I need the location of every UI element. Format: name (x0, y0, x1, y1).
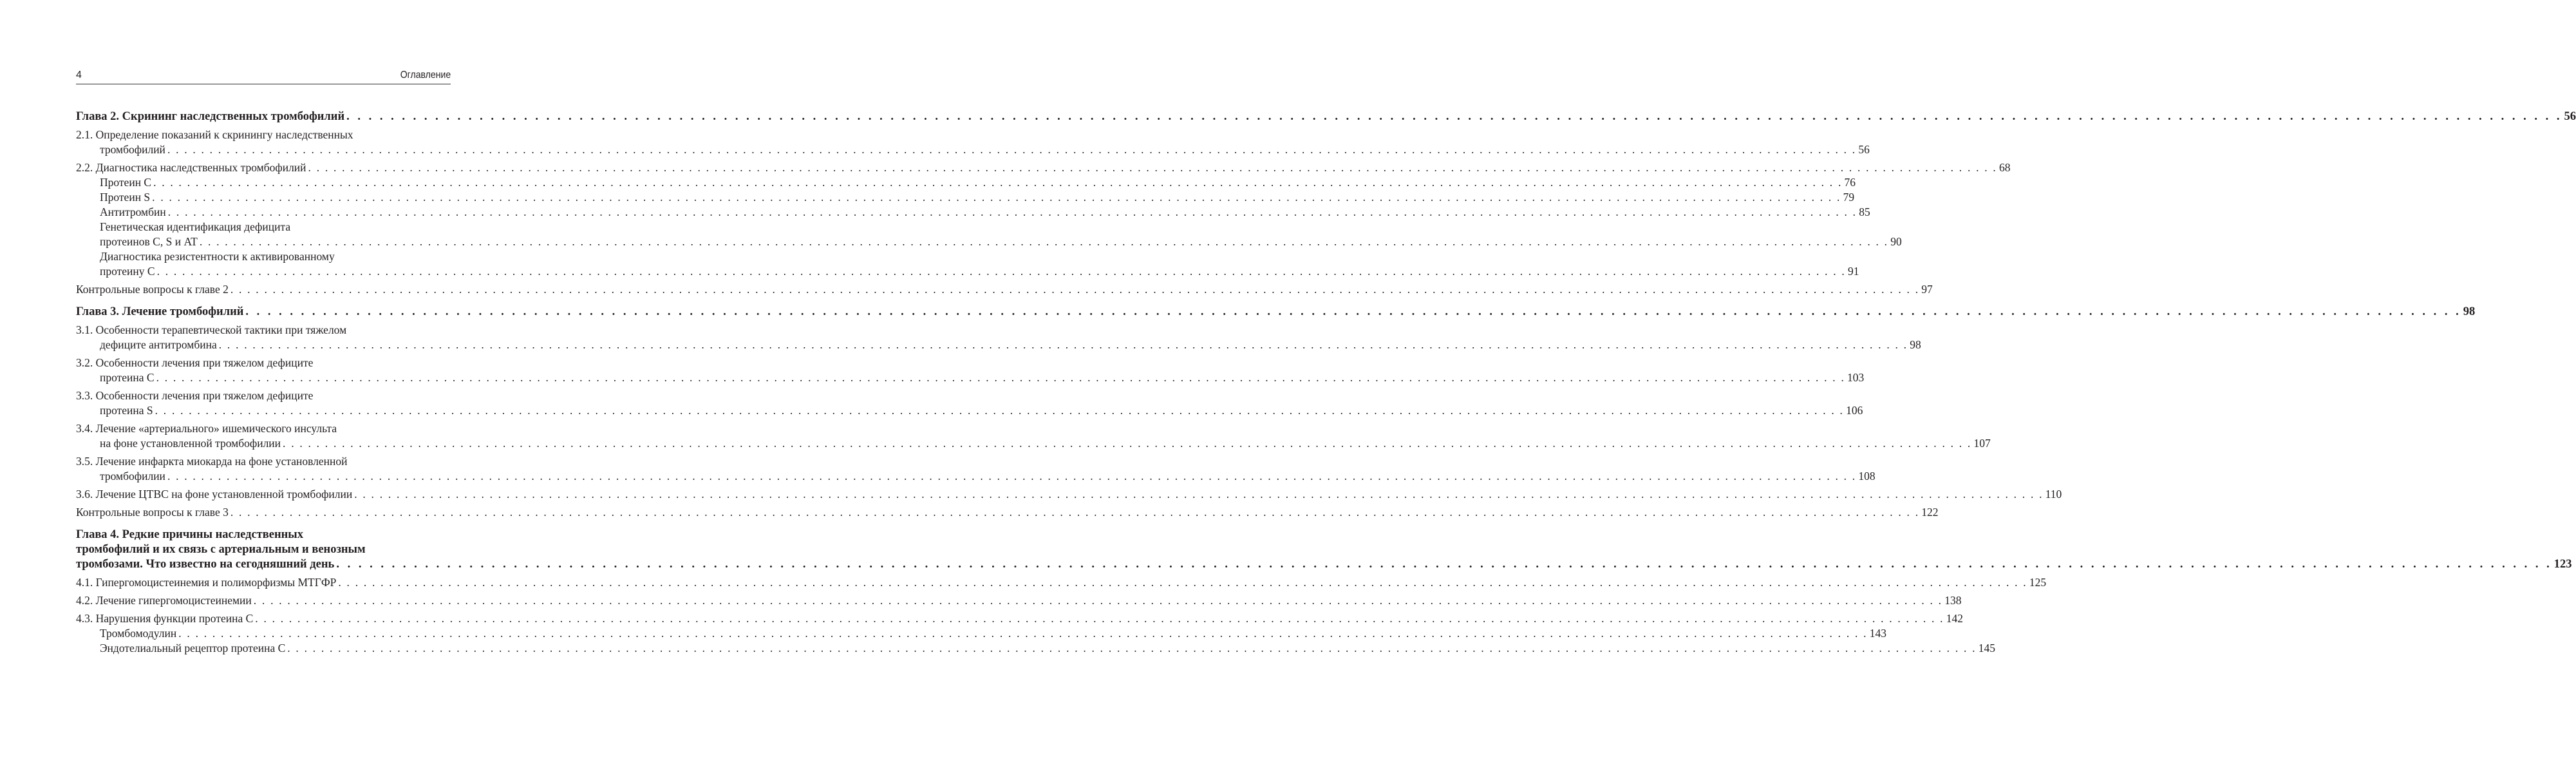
running-header (76, 67, 451, 84)
dot-leader: . . . . . . . . . . . . . . . . . . . . . . . . . . . . . . . . . . . . . . . . . . . . . . . . . . . . . . . . . . . . . . . . . . . . . . . . . . . . . . . . . . . . . . . . . . . . . . . . . . . . . . . . . . . . . . . . . . . . . . . . . . . . . . . . . . . . . . . . . . . . . . . . . . . . . . . . . . . . . . . . . . . . . . . . . . . . . . . . . . . . . . . . . . . . . . . . . . . . . . . . (152, 191, 1841, 204)
toc-section[interactable] (76, 505, 1939, 520)
toc-section[interactable] (76, 487, 2062, 502)
dot-leader: . . . . . . . . . . . . . . . . . . . . . . . . . . . . . . . . . . . . . . . . . . . . . . . . . . . . . . . . . . . . . . . . . . . . . . . . . . . . . . . . . . . . . . . . . . . . . . . . . . . . . . . . . . . . . . . . . . . . . . . . . . . . . . . . . . . . . . . . . . . . . . . . . . . . . . . . . . . . . . . . . . . . . . . . . . . . . . . . . . . . . . . . . . . . . . . . . . . . . . . . (230, 506, 1920, 519)
dot-leader: . . . . . . . . . . . . . . . . . . . . . . . . . . . . . . . . . . . . . . . . . . . . . . . . . . . . . . . . . . . . . . . . . . . . . . . . . . . . . . . . . . . . . . . . . . . . . . . . . . . . . . . . . . . . . . . . . . . . . . . . . . . . . . . . . . . . . . . . . . . . . . . . . . . . . . . . . . . . . . . . . . . . . . . . . . . . . . . . . . . . . . . . . . . . . . . . . . . . . . . . (245, 305, 2461, 318)
toc-page-number: 56 (1858, 143, 1870, 156)
toc-entry-title: Эндотелиальный рецептор протеина С (100, 642, 286, 654)
toc-entry-title: протеина С (100, 371, 155, 384)
toc-line (76, 370, 1865, 385)
toc-line (76, 128, 451, 142)
toc-line (76, 338, 1921, 352)
toc-line (76, 557, 2572, 572)
toc-line (100, 190, 1855, 205)
toc-subsection[interactable] (76, 175, 1856, 190)
toc-entry-title: Контрольные вопросы к главе 3 (76, 506, 229, 519)
toc-entry-title: Антитромбин (100, 205, 166, 218)
toc-entry-title: 3.2. Особенности лечения при тяжелом дефиците (76, 356, 314, 369)
toc-line (76, 528, 451, 542)
toc-entry-title: Тромбомодулин (100, 627, 177, 640)
dot-leader: . . . . . . . . . . . . . . . . . . . . . . . . . . . . . . . . . . . . . . . . . . . . . . . . . . . . . . . . . . . . . . . . . . . . . . . . . . . . . . . . . . . . . . . . . . . . . . . . . . . . . . . . . . . . . . . . . . . . . . . . . . . . . . . . . . . . . . . . . . . . . . . . . . . . . . . . . . . . . . . . . . . . . . . . . . . . . . . . . . . . . . . . . . . . . . . . . . . . . . . . (255, 612, 1944, 625)
toc-page-number: 98 (1910, 338, 1921, 351)
toc-line (76, 611, 1963, 626)
toc-entry-title: протеинов C, S и AT (100, 235, 198, 248)
toc-entry-title: 2.2. Диагностика наследственных тромбофилий (76, 161, 306, 174)
toc-page-number: 98 (2463, 305, 2476, 318)
toc-line (76, 160, 2011, 175)
toc-entry-title: 4.3. Нарушения функции протеина С (76, 612, 254, 625)
toc-page-number: 106 (1846, 404, 1863, 417)
dot-leader: . . . . . . . . . . . . . . . . . . . . . . . . . . . . . . . . . . . . . . . . . . . . . . . . . . . . . . . . . . . . . . . . . . . . . . . . . . . . . . . . . . . . . . . . . . . . . . . . . . . . . . . . . . . . . . . . . . . . . . . . . . . . . . . . . . . . . . . . . . . . . . . . . . . . . . . . . . . . . . . . . . . . . . . . . . . . . . . . . . . . . . . . . . . . . . . . . . . . . . . . (283, 437, 1972, 450)
toc-entry-title: Генетическая идентификация дефицита (100, 220, 291, 233)
toc-subsection[interactable] (76, 641, 1995, 656)
toc-entry-title: 4.2. Лечение гипергомоцистеинемии (76, 594, 252, 607)
toc-section[interactable] (76, 282, 1933, 297)
toc-page-number: 91 (1848, 265, 1859, 278)
toc-section[interactable] (76, 593, 1962, 608)
dot-leader: . . . . . . . . . . . . . . . . . . . . . . . . . . . . . . . . . . . . . . . . . . . . . . . . . . . . . . . . . . . . . . . . . . . . . . . . . . . . . . . . . . . . . . . . . . . . . . . . . . . . . . . . . . . . . . . . . . . . . . . . . . . . . . . . . . . . . . . . . . . . . . . . . . . . . . . . . . . . . . . . . . . . . . . . . . . . . . . . . . . . . . . . . . . . . . . . . . . . . . . . (338, 576, 2027, 589)
dot-leader: . . . . . . . . . . . . . . . . . . . . . . . . . . . . . . . . . . . . . . . . . . . . . . . . . . . . . . . . . . . . . . . . . . . . . . . . . . . . . . . . . . . . . . . . . . . . . . . . . . . . . . . . . . . . . . . . . . . . . . . . . . . . . . . . . . . . . . . . . . . . . . . . . . . . . . . . . . . . . . . . . . . . . . . . . . . . . . . . . . . . . . . . . . . . . . . . . . . . . . . . (167, 470, 1857, 482)
dot-leader: . . . . . . . . . . . . . . . . . . . . . . . . . . . . . . . . . . . . . . . . . . . . . . . . . . . . . . . . . . . . . . . . . . . . . . . . . . . . . . . . . . . . . . . . . . . . . . . . . . . . . . . . . . . . . . . . . . . . . . . . . . . . . . . . . . . . . . . . . . . . . . . . . . . . . . . . . . . . . . . . . . . . . . . . . . . . . . . . . . . . . . . . . . . . . . . . . . . . . . . . (287, 642, 1977, 654)
toc-entry-title: Глава 2. Скрининг наследственных тромбофилий (76, 110, 345, 123)
toc-entry-title: Глава 3. Лечение тромбофилий (76, 305, 244, 318)
toc-page-number: 79 (1843, 191, 1855, 204)
table-of-contents (76, 110, 2576, 656)
toc-line (76, 110, 2576, 124)
toc-chapter[interactable] (76, 305, 2476, 320)
toc-section[interactable] (76, 611, 1963, 626)
toc-line (76, 542, 451, 557)
toc-section[interactable] (76, 454, 1876, 484)
toc-entry-title: Глава 4. Редкие причины наследственных (76, 528, 303, 541)
toc-line (76, 469, 1876, 484)
toc-section[interactable] (76, 323, 1921, 352)
toc-entry-title: тромбофилий и их связь с артериальным и венозным (76, 543, 366, 556)
dot-leader: . . . . . . . . . . . . . . . . . . . . . . . . . . . . . . . . . . . . . . . . . . . . . . . . . . . . . . . . . . . . . . . . . . . . . . . . . . . . . . . . . . . . . . . . . . . . . . . . . . . . . . . . . . . . . . . . . . . . . . . . . . . . . . . . . . . . . . . . . . . . . . . . . . . . . . . . . . . . . . . . . . . . . . . . . . . . . . . . . . . . . . . . . . . . . . . . . . . . . . . . (308, 161, 1997, 174)
toc-entry-title: дефиците антитромбина (100, 338, 217, 351)
toc-line (100, 175, 1856, 190)
toc-page-number: 107 (1973, 437, 1991, 450)
dot-leader: . . . . . . . . . . . . . . . . . . . . . . . . . . . . . . . . . . . . . . . . . . . . . . . . . . . . . . . . . . . . . . . . . . . . . . . . . . . . . . . . . . . . . . . . . . . . . . . . . . . . . . . . . . . . . . . . . . . . . . . . . . . . . . . . . . . . . . . . . . . . . . . . . . . . . . . . . . . . . . . . . . . . . . . . . . . . . . . . . . . . . . . . . . . . . . . . . . . . . . . . (199, 235, 1889, 248)
toc-entry-title: тромбофилий (100, 143, 165, 156)
toc-line (76, 356, 451, 370)
toc-line (76, 305, 2476, 320)
toc-entry-title: на фоне установленной тромбофилии (100, 437, 281, 450)
toc-page-number: 138 (1944, 594, 1962, 607)
toc-section[interactable] (76, 421, 1991, 451)
toc-section[interactable] (76, 160, 2011, 175)
dot-leader: . . . . . . . . . . . . . . . . . . . . . . . . . . . . . . . . . . . . . . . . . . . . . . . . . . . . . . . . . . . . . . . . . . . . . . . . . . . . . . . . . . . . . . . . . . . . . . . . . . . . . . . . . . . . . . . . . . . . . . . . . . . . . . . . . . . . . . . . . . . . . . . . . . . . . . . . . . . . . . . . . . . . . . . . . . . . . . . . . . . . . . . . . . . . . . . . . . . . . . . . (346, 110, 2562, 123)
dot-leader: . . . . . . . . . . . . . . . . . . . . . . . . . . . . . . . . . . . . . . . . . . . . . . . . . . . . . . . . . . . . . . . . . . . . . . . . . . . . . . . . . . . . . . . . . . . . . . . . . . . . . . . . . . . . . . . . . . . . . . . . . . . . . . . . . . . . . . . . . . . . . . . . . . . . . . . . . . . . . . . . . . . . . . . . . . . . . . . . . . . . . . . . . . . . . . . . . . . . . . . . (167, 143, 1857, 156)
toc-line (76, 454, 451, 469)
toc-entry-title: Диагностика резистентности к активированному (100, 250, 335, 263)
toc-page-number: 122 (1921, 506, 1939, 519)
toc-page-number: 125 (2029, 576, 2047, 589)
dot-leader: . . . . . . . . . . . . . . . . . . . . . . . . . . . . . . . . . . . . . . . . . . . . . . . . . . . . . . . . . . . . . . . . . . . . . . . . . . . . . . . . . . . . . . . . . . . . . . . . . . . . . . . . . . . . . . . . . . . . . . . . . . . . . . . . . . . . . . . . . . . . . . . . . . . . . . . . . . . . . . . . . . . . . . . . . . . . . . . . . . . . . . . . . . . . . . . . . . . . . . . . (155, 404, 1845, 417)
toc-line (76, 436, 1991, 451)
dot-leader: . . . . . . . . . . . . . . . . . . . . . . . . . . . . . . . . . . . . . . . . . . . . . . . . . . . . . . . . . . . . . . . . . . . . . . . . . . . . . . . . . . . . . . . . . . . . . . . . . . . . . . . . . . . . . . . . . . . . . . . . . . . . . . . . . . . . . . . . . . . . . . . . . . . . . . . . . . . . . . . . . . . . . . . . . . . . . . . . . . . . . . . . . . . . . . . . . . . . . . . . (178, 627, 1868, 640)
toc-section[interactable] (76, 388, 1863, 418)
toc-line (76, 505, 1939, 520)
toc-line (100, 626, 1886, 641)
toc-subsection[interactable] (76, 205, 1870, 220)
toc-entry-title: Протеин S (100, 191, 151, 204)
toc-entry-title: протеина S (100, 404, 153, 417)
toc-page-number: 90 (1890, 235, 1902, 248)
dot-leader: . . . . . . . . . . . . . . . . . . . . . . . . . . . . . . . . . . . . . . . . . . . . . . . . . . . . . . . . . . . . . . . . . . . . . . . . . . . . . . . . . . . . . . . . . . . . . . . . . . . . . . . . . . . . . . . . . . . . . . . . . . . . . . . . . . . . . . . . . . . . . . . . . . . . . . . . . . . . . . . . . . . . . . . . . . . . . . . . . . . . . . . . . . . . . . . . . . . . . . . . (336, 558, 2552, 571)
toc-entry-title: 4.1. Гипергомоцистеинемия и полиморфизмы МТГФР (76, 576, 337, 589)
toc-line (100, 264, 1859, 279)
toc-entry-title: 3.5. Лечение инфаркта миокарда на фоне установленной (76, 455, 348, 468)
toc-line (76, 403, 1863, 418)
toc-page-number: 76 (1844, 176, 1856, 189)
toc-page-number: 142 (1946, 612, 1963, 625)
toc-subsection[interactable] (76, 190, 1855, 205)
dot-leader: . . . . . . . . . . . . . . . . . . . . . . . . . . . . . . . . . . . . . . . . . . . . . . . . . . . . . . . . . . . . . . . . . . . . . . . . . . . . . . . . . . . . . . . . . . . . . . . . . . . . . . . . . . . . . . . . . . . . . . . . . . . . . . . . . . . . . . . . . . . . . . . . . . . . . . . . . . . . . . . . . . . . . . . . . . . . . . . . . . . . . . . . . . . . . . . . . . . . . . . . (354, 488, 2044, 501)
toc-line (76, 282, 1933, 297)
toc-page-number: 103 (1847, 371, 1865, 384)
toc-section[interactable] (76, 575, 2047, 590)
toc-page-number: 143 (1869, 627, 1886, 640)
dot-leader: . . . . . . . . . . . . . . . . . . . . . . . . . . . . . . . . . . . . . . . . . . . . . . . . . . . . . . . . . . . . . . . . . . . . . . . . . . . . . . . . . . . . . . . . . . . . . . . . . . . . . . . . . . . . . . . . . . . . . . . . . . . . . . . . . . . . . . . . . . . . . . . . . . . . . . . . . . . . . . . . . . . . . . . . . . . . . . . . . . . . . . . . . . . . . . . . . . . . . . . . (218, 338, 1908, 351)
toc-page-number: 56 (2564, 110, 2576, 123)
toc-page-number: 68 (1998, 161, 2011, 174)
dot-leader: . . . . . . . . . . . . . . . . . . . . . . . . . . . . . . . . . . . . . . . . . . . . . . . . . . . . . . . . . . . . . . . . . . . . . . . . . . . . . . . . . . . . . . . . . . . . . . . . . . . . . . . . . . . . . . . . . . . . . . . . . . . . . . . . . . . . . . . . . . . . . . . . . . . . . . . . . . . . . . . . . . . . . . . . . . . . . . . . . . . . . . . . . . . . . . . . . . . . . . . . (156, 371, 1846, 384)
page-number: 4 (76, 70, 82, 81)
toc-chapter[interactable] (76, 528, 2572, 572)
toc-section[interactable] (76, 128, 1870, 157)
toc-line (76, 575, 2047, 590)
toc-line (76, 142, 1870, 157)
toc-entry-title: протеину С (100, 265, 155, 278)
toc-line (76, 593, 1962, 608)
toc-entry-title: 3.3. Особенности лечения при тяжелом дефиците (76, 389, 314, 402)
toc-page-number: 97 (1921, 283, 1933, 296)
toc-page-number: 110 (2045, 488, 2062, 501)
toc-page-number: 145 (1978, 642, 1995, 654)
toc-entry-title: Протеин C (100, 176, 152, 189)
toc-page-number: 108 (1858, 470, 1876, 482)
toc-line (76, 323, 451, 338)
toc-line (100, 641, 1995, 656)
toc-line (100, 220, 451, 234)
toc-line (100, 234, 1902, 249)
toc-section[interactable] (76, 356, 1865, 385)
toc-entry-title: Контрольные вопросы к главе 2 (76, 283, 229, 296)
toc-line (76, 487, 2062, 502)
dot-leader: . . . . . . . . . . . . . . . . . . . . . . . . . . . . . . . . . . . . . . . . . . . . . . . . . . . . . . . . . . . . . . . . . . . . . . . . . . . . . . . . . . . . . . . . . . . . . . . . . . . . . . . . . . . . . . . . . . . . . . . . . . . . . . . . . . . . . . . . . . . . . . . . . . . . . . . . . . . . . . . . . . . . . . . . . . . . . . . . . . . . . . . . . . . . . . . . . . . . . . . . (230, 283, 1920, 296)
toc-line (76, 388, 451, 403)
toc-page-number: 123 (2553, 558, 2572, 571)
toc-subsection[interactable] (76, 220, 1902, 249)
toc-entry-title: 3.4. Лечение «артериального» ишемического инсульта (76, 422, 337, 435)
toc-page-number: 85 (1859, 205, 1870, 218)
dot-leader: . . . . . . . . . . . . . . . . . . . . . . . . . . . . . . . . . . . . . . . . . . . . . . . . . . . . . . . . . . . . . . . . . . . . . . . . . . . . . . . . . . . . . . . . . . . . . . . . . . . . . . . . . . . . . . . . . . . . . . . . . . . . . . . . . . . . . . . . . . . . . . . . . . . . . . . . . . . . . . . . . . . . . . . . . . . . . . . . . . . . . . . . . . . . . . . . . . . . . . . . (153, 176, 1843, 189)
toc-line (100, 205, 1870, 220)
toc-line (76, 421, 451, 436)
dot-leader: . . . . . . . . . . . . . . . . . . . . . . . . . . . . . . . . . . . . . . . . . . . . . . . . . . . . . . . . . . . . . . . . . . . . . . . . . . . . . . . . . . . . . . . . . . . . . . . . . . . . . . . . . . . . . . . . . . . . . . . . . . . . . . . . . . . . . . . . . . . . . . . . . . . . . . . . . . . . . . . . . . . . . . . . . . . . . . . . . . . . . . . . . . . . . . . . . . . . . . . . (156, 265, 1847, 278)
dot-leader: . . . . . . . . . . . . . . . . . . . . . . . . . . . . . . . . . . . . . . . . . . . . . . . . . . . . . . . . . . . . . . . . . . . . . . . . . . . . . . . . . . . . . . . . . . . . . . . . . . . . . . . . . . . . . . . . . . . . . . . . . . . . . . . . . . . . . . . . . . . . . . . . . . . . . . . . . . . . . . . . . . . . . . . . . . . . . . . . . . . . . . . . . . . . . . . . . . . . . . . . (253, 594, 1943, 607)
toc-line (100, 249, 451, 264)
toc-entry-title: 2.1. Определение показаний к скринингу наследственных (76, 128, 353, 141)
toc-entry-title: тромбофилии (100, 470, 165, 482)
toc-subsection[interactable] (76, 249, 1859, 279)
toc-entry-title: 3.6. Лечение ЦТВС на фоне установленной тромбофилии (76, 488, 353, 501)
toc-entry-title: тромбозами. Что известно на сегодняшний день (76, 558, 335, 571)
toc-subsection[interactable] (76, 626, 1886, 641)
dot-leader: . . . . . . . . . . . . . . . . . . . . . . . . . . . . . . . . . . . . . . . . . . . . . . . . . . . . . . . . . . . . . . . . . . . . . . . . . . . . . . . . . . . . . . . . . . . . . . . . . . . . . . . . . . . . . . . . . . . . . . . . . . . . . . . . . . . . . . . . . . . . . . . . . . . . . . . . . . . . . . . . . . . . . . . . . . . . . . . . . . . . . . . . . . . . . . . . . . . . . . . . (167, 205, 1857, 218)
toc-chapter[interactable] (76, 110, 2576, 124)
running-title: Оглавление (400, 70, 451, 81)
toc-entry-title: 3.1. Особенности терапевтической тактики при тяжелом (76, 323, 347, 336)
